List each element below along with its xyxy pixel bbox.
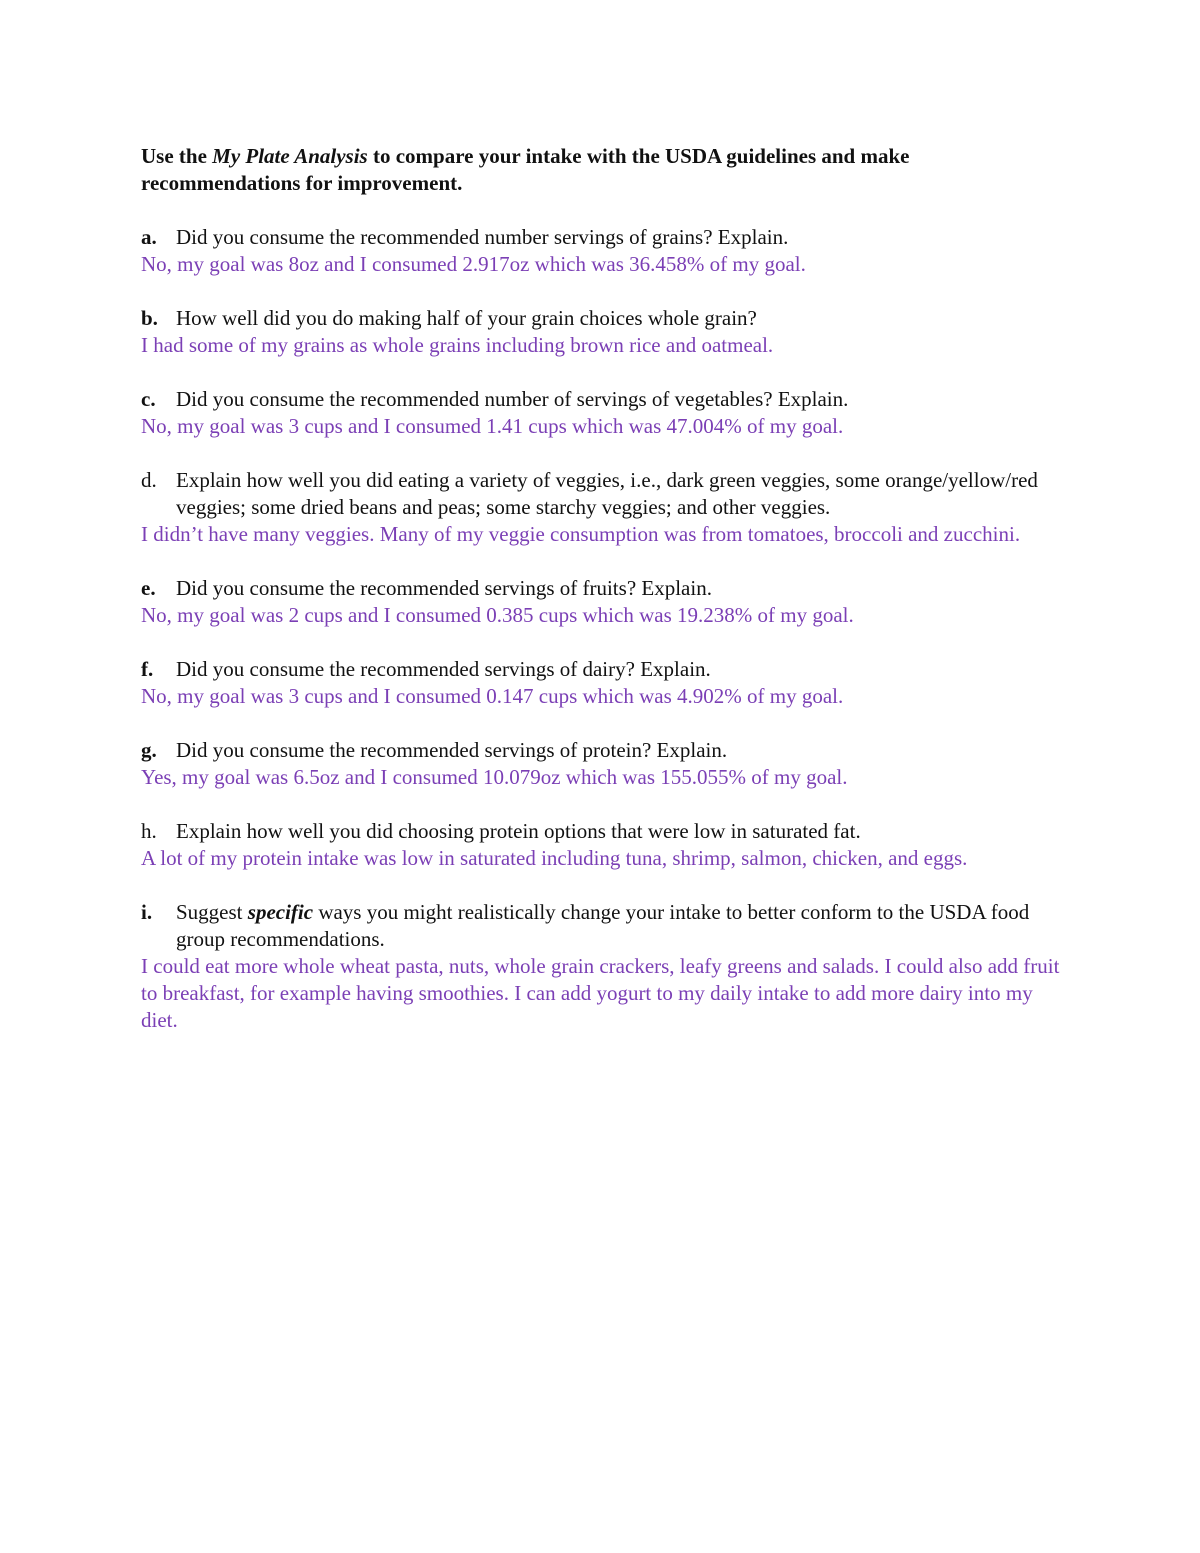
question-d-prompt: [141, 467, 1061, 521]
question-f: [141, 656, 1061, 710]
question-f-text: Did you consume the recommended servings of dairy? Explain.: [176, 657, 711, 681]
question-b-text: How well did you do making half of your grain choices whole grain?: [176, 306, 757, 330]
question-g-marker: g.: [141, 738, 157, 762]
question-i-marker: i.: [141, 900, 153, 924]
question-d: [141, 467, 1061, 548]
question-c-marker: c.: [141, 387, 156, 411]
question-i-emphasis: specific: [247, 900, 314, 924]
answer-h: A lot of my protein intake was low in saturated including tuna, shrimp, salmon, chicken, and eggs.: [141, 846, 968, 870]
question-f-prompt: [141, 656, 1061, 683]
question-c-prompt: [141, 386, 1061, 413]
answer-a: No, my goal was 8oz and I consumed 2.917oz which was 36.458% of my goal.: [141, 252, 806, 276]
question-a-text: Did you consume the recommended number servings of grains? Explain.: [176, 225, 789, 249]
question-g-prompt: [141, 737, 1061, 764]
question-a: [141, 224, 1061, 278]
answer-i: I could eat more whole wheat pasta, nuts, whole grain crackers, leafy greens and salads. I could also add fruit to breakfast, for example having smoothies. I can add yogurt to my daily intake to add more dairy into my diet.: [141, 954, 1060, 1032]
question-e-marker: e.: [141, 576, 156, 600]
question-g-text: Did you consume the recommended servings of protein? Explain.: [176, 738, 728, 762]
answer-b: I had some of my grains as whole grains including brown rice and oatmeal.: [141, 333, 774, 357]
question-e-prompt: [141, 575, 1061, 602]
instructions: [141, 143, 1061, 197]
question-h-marker: h.: [141, 819, 157, 843]
question-c: [141, 386, 1061, 440]
instructions-emphasis: My Plate Analysis: [212, 144, 368, 168]
answer-g: Yes, my goal was 6.5oz and I consumed 10.079oz which was 155.055% of my goal.: [141, 765, 848, 789]
question-c-text: Did you consume the recommended number of servings of vegetables? Explain.: [176, 387, 849, 411]
question-h: [141, 818, 1061, 872]
question-d-marker: d.: [141, 468, 157, 492]
instructions-end: to compare your intake with the USDA guidelines and make recommendations for improvement.: [141, 144, 910, 195]
answer-e: No, my goal was 2 cups and I consumed 0.385 cups which was 19.238% of my goal.: [141, 603, 854, 627]
question-b: [141, 305, 1061, 359]
question-i-text: [176, 899, 1061, 953]
question-i: [141, 899, 1061, 1034]
question-a-marker: a.: [141, 225, 157, 249]
answer-c: No, my goal was 3 cups and I consumed 1.41 cups which was 47.004% of my goal.: [141, 414, 844, 438]
document-page: [141, 143, 1061, 1061]
question-g: [141, 737, 1061, 791]
instructions-start: Use the: [141, 144, 213, 168]
question-e-text: Did you consume the recommended servings of fruits? Explain.: [176, 576, 712, 600]
question-f-marker: f.: [141, 657, 154, 681]
question-b-prompt: [141, 305, 1061, 332]
answer-f: No, my goal was 3 cups and I consumed 0.147 cups which was 4.902% of my goal.: [141, 684, 844, 708]
question-h-prompt: [141, 818, 1061, 845]
question-b-marker: b.: [141, 306, 158, 330]
question-i-text-end: ways you might realistically change your intake to better conform to the USDA food group recommendations.: [176, 900, 1030, 951]
question-i-prompt: [141, 899, 1061, 953]
question-e: [141, 575, 1061, 629]
question-d-text: Explain how well you did eating a variety of veggies, i.e., dark green veggies, some orange/yellow/red veggies; some dried beans and peas; some starchy veggies; and other veggies.: [176, 468, 1038, 519]
question-h-text: Explain how well you did choosing protein options that were low in saturated fat.: [176, 819, 861, 843]
question-a-prompt: [141, 224, 1061, 251]
answer-d: I didn’t have many veggies. Many of my veggie consumption was from tomatoes, broccoli and zucchini.: [141, 522, 1021, 546]
question-i-text-start: Suggest: [176, 900, 248, 924]
